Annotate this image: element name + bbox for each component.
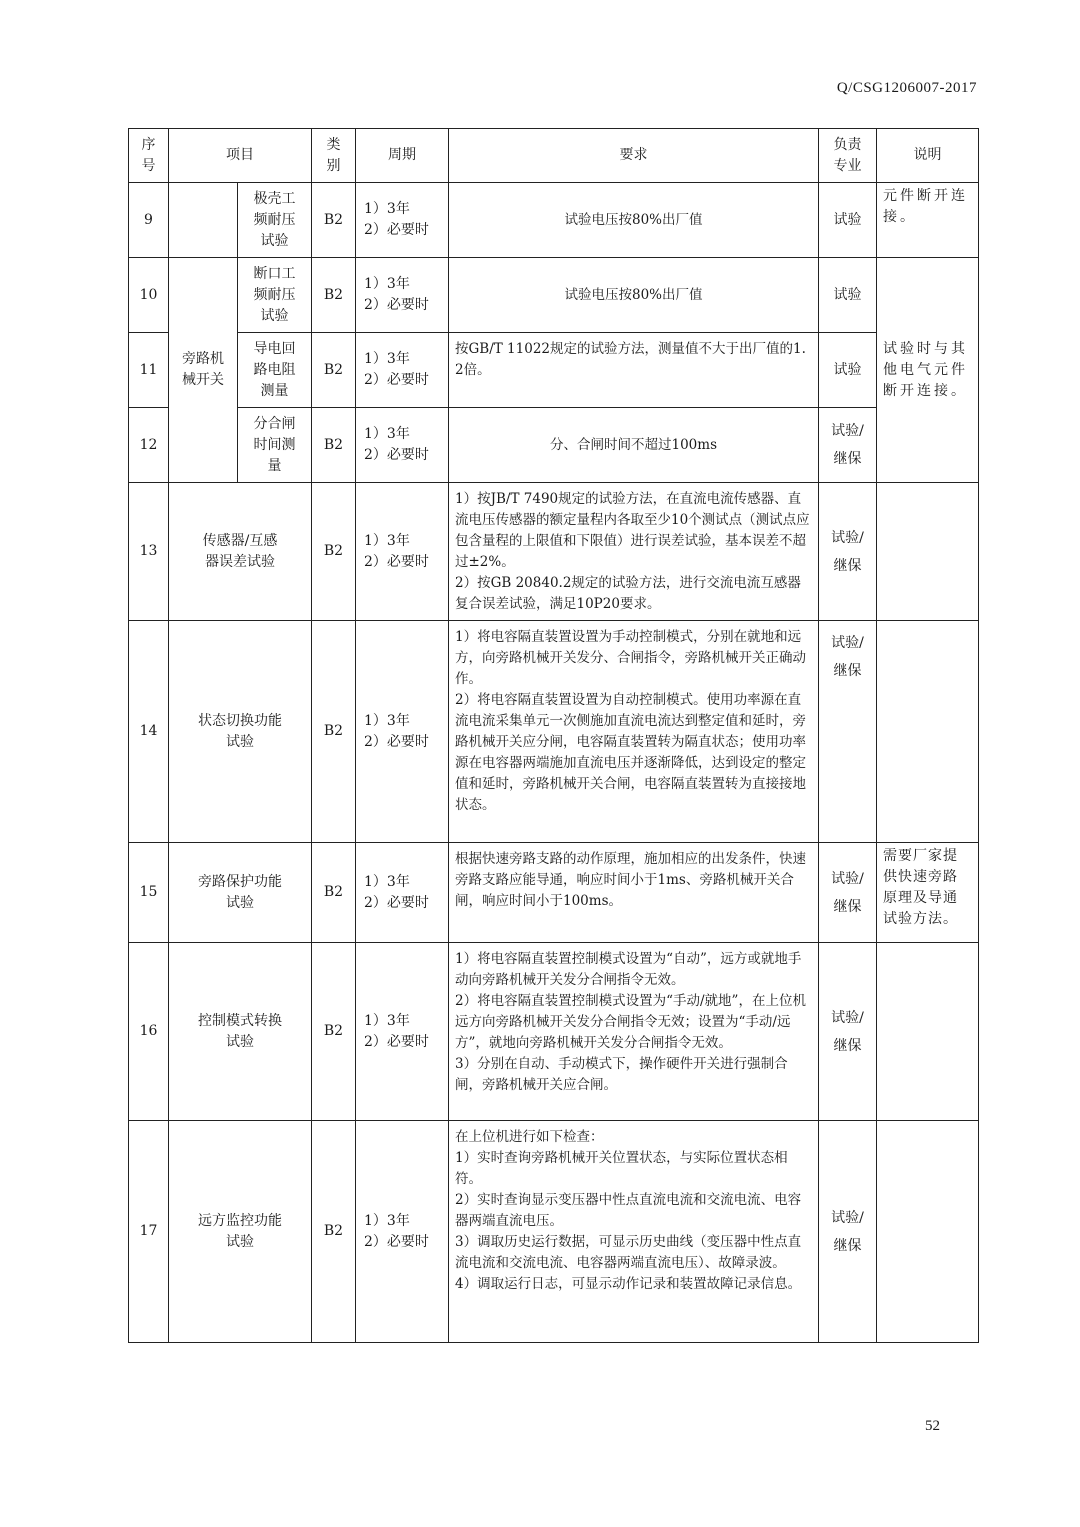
- responsible-dept: 试验/继保: [819, 1121, 877, 1343]
- requirement-line: 4）调取运行日志，可显示动作记录和装置故障记录信息。: [455, 1276, 802, 1292]
- requirement-line: 3）分别在自动、手动模式下，操作硬件开关进行强制合闸，旁路机械开关应合闸。: [455, 1056, 788, 1093]
- requirement-cell: [449, 1121, 819, 1343]
- table-row: [129, 408, 979, 483]
- table-row: [129, 843, 979, 943]
- period-cell: [356, 408, 449, 483]
- period-line: 1）3年: [364, 276, 410, 292]
- group-cell-empty: [169, 183, 238, 258]
- requirement-cell: [449, 843, 819, 943]
- requirement-line: 试验电压按80%出厂值: [564, 211, 703, 228]
- period-line: 1）3年: [364, 1212, 410, 1229]
- responsible-dept: 试验: [819, 183, 877, 258]
- responsible-dept: 试验/继保: [819, 943, 877, 1121]
- header-responsible: 负责专业: [819, 129, 877, 183]
- requirement-cell: [449, 621, 819, 843]
- responsible-dept: 试验/继保: [819, 408, 877, 483]
- requirement-line: 2）实时查询显示变压器中性点直流电流和交流电流、电容器两端直流电压。: [455, 1192, 802, 1229]
- requirement-line: 分、合闸时间不超过100ms: [550, 436, 717, 453]
- requirement-line: 按GB/T 11022规定的试验方法，测量值不大于出厂值的1.2倍。: [455, 341, 806, 378]
- responsible-dept: 试验/继保: [819, 843, 877, 943]
- header-note: 说明: [877, 129, 979, 183]
- period-line: 2）必要时: [364, 222, 429, 238]
- row-number: 10: [129, 258, 169, 333]
- requirement-line: 1）将电容隔直装置设置为手动控制模式，分别在就地和远方，向旁路机械开关发分、合闸指令，旁路机械开关正确动作。: [455, 629, 806, 687]
- row-number: 13: [129, 483, 169, 621]
- category: B2: [312, 943, 356, 1121]
- requirement-line: 1）按JB/T 7490规定的试验方法，在直流电流传感器、直流电压传感器的额定量程内各取至少10个测试点（测试点应包含量程的上限值和下限值）进行误差试验，基本误差不超过±2%。: [455, 491, 810, 570]
- category: B2: [312, 258, 356, 333]
- header-period: 周期: [356, 129, 449, 183]
- note-cell: [877, 943, 979, 1121]
- sub-item-name: 断口工频耐压试验: [238, 258, 312, 333]
- period-line: 2）必要时: [364, 447, 429, 463]
- row-number: 16: [129, 943, 169, 1121]
- item-name: 控制模式转换试验: [169, 943, 312, 1121]
- sub-item-name: 导电回路电阻测量: [238, 333, 312, 408]
- requirement-line: 根据快速旁路支路的动作原理，施加相应的出发条件，快速旁路支路应能导通，响应时间小于1ms、旁路机械开关合闸，响应时间小于100ms。: [455, 851, 806, 909]
- row-number: 17: [129, 1121, 169, 1343]
- period-cell: [356, 333, 449, 408]
- group-label: 旁路机械开关: [169, 258, 238, 483]
- document-code: Q/CSG1206007-2017: [836, 80, 977, 96]
- note-cell: [877, 621, 979, 843]
- requirement-line: 3）调取历史运行数据，可显示历史曲线（变压器中性点直流电流和交流电流、电容器两端直流电压）、故障录波。: [455, 1234, 802, 1271]
- table-row: [129, 483, 979, 621]
- responsible-dept: 试验: [819, 333, 877, 408]
- period-line: 2）必要时: [364, 372, 429, 388]
- responsible-dept: 试验/继保: [819, 621, 877, 843]
- table-row: [129, 183, 979, 258]
- table-row: [129, 943, 979, 1121]
- note-cell: 需要厂家提供快速旁路原理及导通试验方法。: [877, 843, 979, 943]
- period-line: 2）必要时: [364, 894, 429, 911]
- table-header-row: [129, 129, 979, 183]
- category: B2: [312, 483, 356, 621]
- table-row: [129, 333, 979, 408]
- header-item: 项目: [169, 129, 312, 183]
- period-cell: [356, 1121, 449, 1343]
- category: B2: [312, 843, 356, 943]
- period-line: 1）3年: [364, 712, 410, 729]
- period-line: 1）3年: [364, 201, 410, 217]
- period-line: 1）3年: [364, 873, 410, 890]
- period-line: 2）必要时: [364, 733, 429, 750]
- note-cell: 元件断开连接。: [877, 183, 979, 258]
- header-category: 类别: [312, 129, 356, 183]
- page-number: 52: [925, 1418, 940, 1434]
- row-number: 14: [129, 621, 169, 843]
- row-number: 11: [129, 333, 169, 408]
- row-number: 15: [129, 843, 169, 943]
- note-cell: [877, 1121, 979, 1343]
- test-spec-table: [128, 128, 979, 1343]
- period-cell: [356, 943, 449, 1121]
- category: B2: [312, 621, 356, 843]
- period-line: 2）必要时: [364, 1233, 429, 1250]
- period-cell: [356, 258, 449, 333]
- item-name: 传感器/互感器误差试验: [169, 483, 312, 621]
- item-name: 状态切换功能试验: [169, 621, 312, 843]
- period-line: 1）3年: [364, 351, 410, 367]
- requirement-cell: [449, 183, 819, 258]
- category: B2: [312, 183, 356, 258]
- note-cell: [877, 483, 979, 621]
- requirement-cell: [449, 943, 819, 1121]
- period-line: 1）3年: [364, 1012, 410, 1029]
- requirement-line: 2）将电容隔直装置设置为自动控制模式。使用功率源在直流电流采集单元一次侧施加直流电流达到整定值和延时，旁路机械开关应分闸，电容隔直装置转为隔直状态；使用功率源在电容器两端施加直流电压并逐渐降低，达到设定的整定值和延时，旁路机械开关合闸，电容隔直装置转为直接接地状态。: [455, 692, 806, 813]
- requirement-line: 1）实时查询旁路机械开关位置状态，与实际位置状态相符。: [455, 1150, 788, 1187]
- requirement-line: 在上位机进行如下检查：: [455, 1129, 604, 1145]
- item-name: 旁路保护功能试验: [169, 843, 312, 943]
- category: B2: [312, 1121, 356, 1343]
- period-cell: [356, 483, 449, 621]
- requirement-cell: [449, 483, 819, 621]
- period-cell: [356, 183, 449, 258]
- period-line: 1）3年: [364, 426, 410, 442]
- sub-item-name: 极壳工频耐压试验: [238, 183, 312, 258]
- period-line: 2）必要时: [364, 1033, 429, 1050]
- period-line: 2）必要时: [364, 297, 429, 313]
- category: B2: [312, 333, 356, 408]
- sub-item-name: 分合闸时间测量: [238, 408, 312, 483]
- table-row: [129, 621, 979, 843]
- requirement-line: 2）按GB 20840.2规定的试验方法，进行交流电流互感器复合误差试验，满足10P20要求。: [455, 575, 801, 612]
- table-row: [129, 258, 979, 333]
- period-line: 2）必要时: [364, 553, 429, 570]
- note-cell: 试验时与其他电气元件断开连接。: [877, 258, 979, 483]
- period-cell: [356, 843, 449, 943]
- table-row: [129, 1121, 979, 1343]
- requirement-line: 试验电压按80%出厂值: [564, 286, 703, 303]
- header-requirement: 要求: [449, 129, 819, 183]
- requirement-cell: [449, 333, 819, 408]
- header-no: 序号: [129, 129, 169, 183]
- responsible-dept: 试验: [819, 258, 877, 333]
- requirement-cell: [449, 258, 819, 333]
- category: B2: [312, 408, 356, 483]
- responsible-dept: 试验/继保: [819, 483, 877, 621]
- requirement-line: 2）将电容隔直装置控制模式设置为“手动/就地”，在上位机远方向旁路机械开关发分合闸指令无效；设置为“手动/远方”，就地向旁路机械开关发分合闸指令无效。: [455, 993, 806, 1051]
- row-number: 12: [129, 408, 169, 483]
- item-name: 远方监控功能试验: [169, 1121, 312, 1343]
- requirement-line: 1）将电容隔直装置控制模式设置为“自动”，远方或就地手动向旁路机械开关发分合闸指令无效。: [455, 951, 802, 988]
- row-number: 9: [129, 183, 169, 258]
- requirement-cell: [449, 408, 819, 483]
- period-cell: [356, 621, 449, 843]
- period-line: 1）3年: [364, 532, 410, 549]
